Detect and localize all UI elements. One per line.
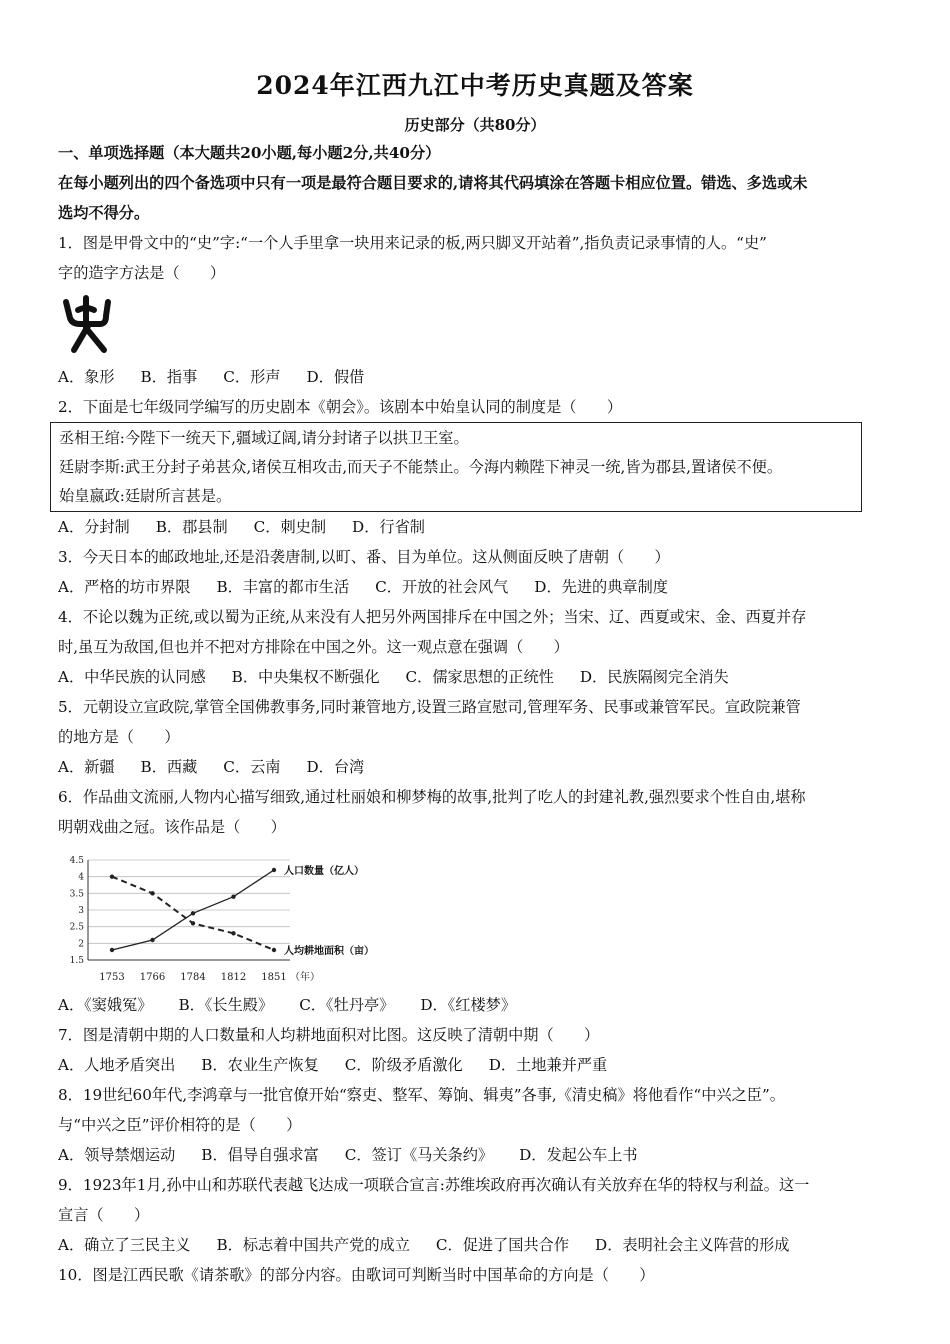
question-6-stem-cont: 明朝戏曲之冠。该作品是（ ） [58, 818, 286, 836]
option-c[interactable]: C．云南 [223, 758, 281, 776]
population-point [191, 911, 195, 915]
y-tick-label: 2 [78, 939, 84, 950]
option-a[interactable]: A．《窦娥冤》 [58, 996, 153, 1014]
section-heading: 一、单项选择题（本大题共20小题,每小题2分,共40分） [58, 144, 441, 162]
question-4-stem-cont: 时,虽互为敌国,但也并不把对方排除在中国之外。这一观点意在强调（ ） [58, 638, 569, 656]
option-d[interactable]: D．表明社会主义阵营的形成 [595, 1236, 790, 1254]
y-tick-label: 3 [78, 906, 84, 916]
question-6-stem: 6．作品曲文流丽,人物内心描写细致,通过杜丽娘和柳梦梅的故事,批判了吃人的封建礼教,强烈要求个性自由,堪称 [58, 788, 806, 806]
question-4-options [58, 662, 908, 692]
option-d[interactable]: D．台湾 [306, 758, 365, 776]
section-instruction-cont: 选均不得分。 [58, 204, 150, 222]
script-line: 丞相王绾:今陛下一统天下,疆域辽阔,请分封诸子以拱卫王室。 [59, 429, 469, 447]
option-c[interactable]: C．形声 [223, 368, 281, 386]
question-9-stem-cont: 宣言（ ） [58, 1206, 150, 1224]
option-d[interactable]: D．民族隔阂完全消失 [579, 668, 729, 686]
section-instruction: 在每小题列出的四个备选项中只有一项是最符合题目要求的,请将其代码填涂在答题卡相应位置。错选、多选或未 [58, 174, 808, 192]
option-c[interactable]: C．签订《马关条约》 [344, 1146, 494, 1164]
farmland-legend-label: 人均耕地面积（亩） [284, 946, 374, 957]
question-5-stem: 5．元朝设立宣政院,掌管全国佛教事务,同时兼管地方,设置三路宣慰司,管理军务、民事或兼管军民。宣政院兼管 [58, 698, 801, 716]
x-tick-label: 1753 [99, 972, 125, 983]
question-7-options [58, 1050, 908, 1080]
farmland-point [231, 931, 235, 935]
oracle-bone-shi-glyph [58, 292, 114, 356]
farmland-point [110, 874, 114, 878]
population-point [272, 868, 276, 872]
question-4-stem: 4．不论以魏为正统,或以蜀为正统,从来没有人把另外两国排斥在中国之外；当宋、辽、西夏或宋、金、西夏并存 [58, 608, 807, 626]
x-tick-label: 1784 [180, 972, 206, 983]
question-9-options [58, 1230, 908, 1260]
option-b[interactable]: B．农业生产恢复 [201, 1056, 319, 1074]
farmland-point [150, 891, 154, 895]
page-subtitle: 历史部分（共80分） [404, 116, 546, 134]
script-line: 廷尉李斯:武王分封子弟甚众,诸侯互相攻击,而天子不能禁止。今海内赖陛下神灵一统,皆为郡县,置诸侯不便。 [59, 458, 783, 476]
question-10-stem: 10．图是江西民歌《请茶歌》的部分内容。由歌词可判断当时中国革命的方向是（ ） [58, 1266, 655, 1284]
option-b[interactable]: B．丰富的都市生活 [216, 578, 350, 596]
option-b[interactable]: B．倡导自强求富 [201, 1146, 319, 1164]
y-tick-label: 2.5 [69, 922, 84, 933]
option-c[interactable]: C．刺史制 [253, 518, 327, 536]
population-legend-label: 人口数量（亿人） [284, 866, 364, 877]
x-tick-label: 1766 [139, 972, 166, 983]
option-a[interactable]: A．中华民族的认同感 [58, 668, 206, 686]
option-c[interactable]: C．开放的社会风气 [375, 578, 509, 596]
option-b[interactable]: B．指事 [140, 368, 198, 386]
question-5-stem-cont: 的地方是（ ） [58, 728, 180, 746]
option-b[interactable]: B．中央集权不断强化 [231, 668, 380, 686]
option-c[interactable]: C．《牡丹亭》 [299, 996, 395, 1014]
question-8-options [58, 1140, 908, 1170]
x-unit-label: （年） [290, 972, 320, 983]
option-d[interactable]: D．土地兼并严重 [488, 1056, 608, 1074]
question-5-options [58, 752, 908, 782]
farmland-point [272, 948, 276, 952]
script-line: 始皇嬴政:廷尉所言甚是。 [59, 487, 232, 505]
option-d[interactable]: D．《红楼梦》 [420, 996, 517, 1014]
question-9-stem: 9．1923年1月,孙中山和苏联代表越飞达成一项联合宣言:苏维埃政府再次确认有关放弃在华的特权与利益。这一 [58, 1176, 810, 1194]
option-a[interactable]: A．人地矛盾突出 [58, 1056, 176, 1074]
script-box [50, 422, 862, 512]
x-tick-label: 1812 [220, 972, 247, 983]
option-a[interactable]: A．新疆 [58, 758, 115, 776]
option-a[interactable]: A．分封制 [58, 518, 130, 536]
option-b[interactable]: B．郡县制 [155, 518, 228, 536]
question-6-options [58, 990, 908, 1020]
option-d[interactable]: D．发起公车上书 [519, 1146, 638, 1164]
question-8-stem: 8．19世纪60年代,李鸿章与一批官僚开始“察吏、整军、筹饷、辑夷”各事,《清史稿》将他看作“中兴之臣”。 [58, 1086, 785, 1104]
question-8-stem-cont: 与“中兴之臣”评价相符的是（ ） [58, 1116, 302, 1134]
y-tick-label: 1.5 [69, 956, 84, 966]
population-point [231, 894, 235, 898]
question-2-stem: 2．下面是七年级同学编写的历史剧本《朝会》。该剧本中始皇认同的制度是（ ） [58, 398, 623, 416]
question-1-stem-cont: 字的造字方法是（ ） [58, 264, 226, 282]
x-tick-label: 1851 [261, 972, 287, 983]
population-farmland-chart [58, 852, 398, 988]
population-point [110, 948, 114, 952]
question-3-stem: 3．今天日本的邮政地址,还是沿袭唐制,以町、番、目为单位。这从侧面反映了唐朝（ ） [58, 548, 670, 566]
question-1-stem: 1．图是甲骨文中的“史”字:“一个人手里拿一块用来记录的板,两只脚叉开站着”,指负责记录事情的人。“史” [58, 234, 767, 252]
option-d[interactable]: D．行省制 [352, 518, 425, 536]
option-a[interactable]: A．象形 [58, 368, 115, 386]
y-tick-label: 3.5 [69, 889, 84, 900]
page-title: 2024年江西九江中考历史真题及答案 [256, 71, 694, 100]
option-a[interactable]: A．严格的坊市界限 [58, 578, 191, 596]
y-tick-label: 4.5 [69, 856, 84, 866]
y-tick-label: 4 [78, 872, 84, 883]
option-b[interactable]: B．《长生殿》 [178, 996, 274, 1014]
option-b[interactable]: B．标志着中国共产党的成立 [216, 1236, 410, 1254]
option-c[interactable]: C．促进了国共合作 [435, 1236, 570, 1254]
option-c[interactable]: C．阶级矛盾激化 [344, 1056, 463, 1074]
farmland-point [191, 921, 195, 925]
question-2-options [58, 512, 908, 542]
option-a[interactable]: A．确立了三民主义 [58, 1236, 191, 1254]
option-d[interactable]: D．假借 [306, 368, 365, 386]
option-b[interactable]: B．西藏 [140, 758, 198, 776]
population-point [150, 938, 154, 942]
question-7-stem: 7．图是清朝中期的人口数量和人均耕地面积对比图。这反映了清朝中期（ ） [58, 1026, 600, 1044]
question-1-options [58, 362, 908, 392]
option-d[interactable]: D．先进的典章制度 [534, 578, 668, 596]
question-3-options [58, 572, 908, 602]
option-a[interactable]: A．领导禁烟运动 [58, 1146, 176, 1164]
option-c[interactable]: C．儒家思想的正统性 [405, 668, 554, 686]
